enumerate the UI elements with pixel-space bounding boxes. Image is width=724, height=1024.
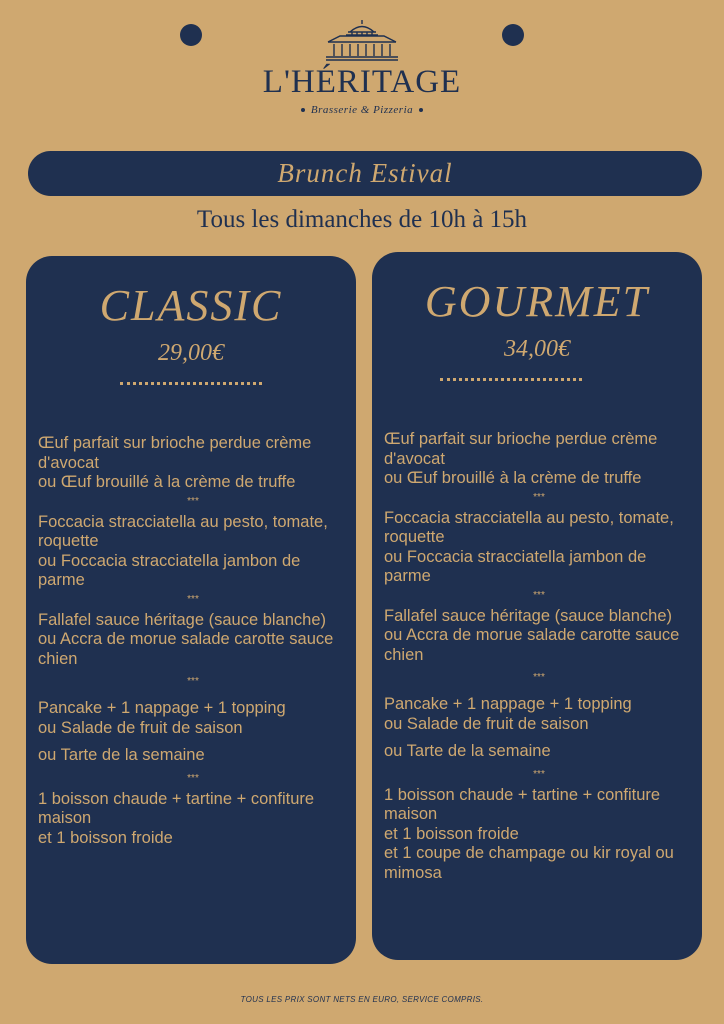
menu-item: ou Foccacia stracciatella jambon de parme (38, 551, 301, 589)
menu-item: Foccacia stracciatella au pesto, tomate, roquette (384, 508, 674, 546)
price-footnote: TOUS LES PRIX SONT NETS EN EURO, SERVICE COMPRIS. (240, 995, 484, 1004)
course-separator: *** (187, 772, 199, 784)
title-banner (28, 151, 702, 196)
menu-item: Foccacia stracciatella au pesto, tomate, roquette (38, 512, 328, 550)
dotted-divider (120, 382, 262, 385)
menu-title: GOURMET (424, 277, 650, 326)
bullet-icon (301, 108, 305, 112)
menu-card-classic (26, 256, 356, 964)
menu-item: Œuf parfait sur brioche perdue crème d'avocat (384, 430, 658, 468)
building-icon (320, 20, 404, 62)
menu-item: ou Foccacia stracciatella jambon de parme (384, 547, 647, 585)
menu-item: 1 boisson chaude + tartine + confiture maison (38, 789, 315, 827)
menu-item: Pancake + 1 nappage + 1 topping (384, 695, 632, 713)
menu-items (384, 430, 694, 883)
course-separator: *** (533, 491, 545, 503)
tagline (0, 104, 724, 116)
menu-title: CLASSIC (99, 281, 283, 330)
menu-item: ou Œuf brouillé à la crème de truffe (384, 469, 642, 487)
menu-item: ou Tarte de la semaine (38, 746, 205, 764)
menu-items (38, 434, 348, 848)
banner-title: Brunch Estival (277, 158, 453, 188)
menu-item: et 1 boisson froide (38, 828, 173, 847)
tagline-text: Brasserie & Pizzeria (310, 104, 414, 116)
menu-item: ou Salade de fruit de saison (384, 714, 589, 733)
menu-item: et 1 boisson froide (384, 824, 519, 843)
menu-item: ou Œuf brouillé à la crème de truffe (38, 473, 296, 491)
course-separator: *** (533, 768, 545, 780)
menu-item: Fallafel sauce héritage (sauce blanche) (38, 610, 327, 629)
dotted-divider (440, 378, 582, 381)
brand-name: L'HÉRITAGE (262, 64, 462, 100)
course-separator: *** (187, 495, 199, 507)
menu-item: ou Accra de morue salade carotte sauce chien (384, 626, 680, 664)
menu-item: ou Tarte de la semaine (384, 742, 551, 760)
menu-item: Fallafel sauce héritage (sauce blanche) (384, 606, 673, 625)
course-separator: *** (187, 676, 199, 687)
course-separator: *** (533, 672, 545, 683)
menu-item: ou Salade de fruit de saison (38, 718, 243, 737)
menu-card-gourmet (372, 252, 702, 960)
logo (0, 20, 724, 116)
course-separator: *** (533, 589, 545, 601)
menu-item: Pancake + 1 nappage + 1 topping (38, 699, 286, 717)
menu-item: Œuf parfait sur brioche perdue crème d'avocat (38, 434, 312, 472)
menu-price: 34,00€ (504, 336, 570, 362)
menu-item: ou Accra de morue salade carotte sauce chien (38, 630, 334, 668)
menu-price: 29,00€ (158, 340, 224, 366)
schedule-subtitle: Tous les dimanches de 10h à 15h (196, 206, 528, 233)
bullet-icon (419, 108, 423, 112)
menu-item: 1 boisson chaude + tartine + confiture maison (384, 785, 661, 823)
course-separator: *** (187, 593, 199, 605)
menu-item: et 1 coupe de champage ou kir royal ou mimosa (384, 844, 674, 882)
